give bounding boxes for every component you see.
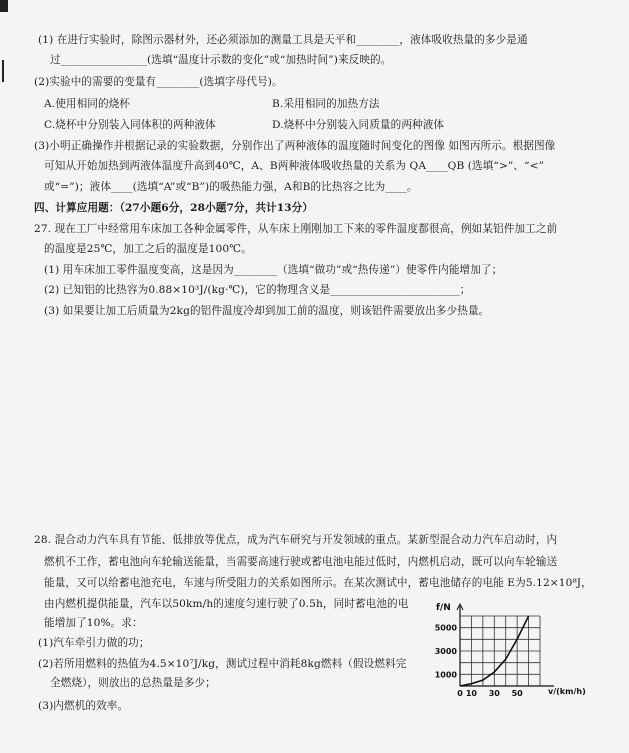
q26-part3-line1: (3)小明正确操作并根据记录的实验数据，分别作出了两种液体的温度随时间变化的图像 如图丙所示。根据图像	[34, 140, 556, 152]
q26-part3-line3: 或“=”)；液体____(选填“A”或“B”)的吸热能力强，A和B的比热容之比为____。	[44, 181, 418, 193]
scan-edge-stroke	[2, 60, 4, 82]
q28-stem-line3: 能量，又可以给蓄电池充电，车速与所受阻力的关系如图所示。在某次测试中，蓄电池储存的电能 E为5.12×10⁸J，	[44, 577, 592, 589]
q26-part3-line2: 可知从开始加热到两液体温度升高到40℃，A、B两种液体吸收热量的关系为 QA____QB (选填“>”、“<”	[44, 160, 545, 172]
q28-part1: (1)汽车牵引力做的功；	[38, 637, 150, 649]
scan-edge-mark	[0, 0, 8, 12]
q28-stem-line2: 燃机不工作，蓄电池向车轮输送能量，当需要高速行驶或蓄电池电能过低时，内燃机启动，既可以向车轮输送	[44, 556, 558, 568]
q26-option-a: A.使用相同的烧杯	[44, 98, 131, 110]
x-tick-label: 0	[457, 689, 463, 698]
x-tick-label: 50	[511, 689, 523, 698]
q26-option-d: D.烧杯中分别装入同质量的两种液体	[272, 119, 445, 131]
chart-y-label: f/N	[436, 603, 451, 613]
q27-stem-line1: 27. 现在工厂中经常用车床加工各种金属零件，从车床上刚刚加工下来的零件温度都很高，例如某铝件加工之前	[34, 223, 558, 235]
q28-stem-line1: 28. 混合动力汽车具有节能、低排放等优点，成为汽车研究与开发领域的重点。某新型混合动力汽车启动时，内	[34, 534, 558, 546]
q27-part1: (1) 用车床加工零件温度变高，这是因为________（选填“做功”或“热传递”）使零件内能增加了；	[44, 264, 503, 276]
q26-option-b: B.采用相同的加热方法	[272, 98, 380, 110]
q28-part3: (3)内燃机的效率。	[38, 700, 129, 712]
chart-ticks	[435, 624, 523, 698]
q28-stem-line4: 由内燃机提供能量，汽车以50km/h的速度匀速行驶了0.5h，同时蓄电池的电	[44, 598, 409, 610]
y-tick-label: 1000	[434, 670, 457, 680]
q28-part2-line2: 全燃烧），则放出的总热量是多少；	[50, 677, 216, 689]
q28-part2-line1: (2)若所用燃料的热值为4.5×10⁷J/kg，测试过程中消耗8kg燃料（假设燃料完	[38, 658, 407, 670]
q26-part1-line1: (1) 在进行实验时，除图示器材外，还必须添加的测量工具是天平和________，液体吸收热量的多少是通	[38, 34, 528, 46]
y-tick-label: 3000	[434, 647, 457, 656]
section-title: 四、计算应用题：（27小题6分，28小题7分，共计13分）	[34, 202, 314, 214]
q27-stem-line2: 的温度是25℃，加工之后的温度是100℃。	[44, 243, 252, 255]
q26-part2: (2)实验中的需要的变量有________(选填字母代号)。	[34, 76, 283, 88]
q27-part2: (2) 已知铝的比热容为0.88×10³J/(kg·℃)，它的物理含义是________________________；	[44, 284, 471, 296]
chart-x-label: v/(km/h)	[548, 687, 586, 696]
q26-part1-line2: 过________________(选填“温度计示数的变化”或“加热时间”)来反映的。	[50, 54, 392, 66]
chart-grid	[460, 616, 540, 686]
x-tick-label: 30	[488, 689, 500, 698]
q28-stem-line5: 能增加了10%。求：	[44, 617, 143, 629]
y-tick-label: 5000	[434, 623, 457, 633]
x-tick-label: 10	[465, 689, 477, 698]
q27-part3: (3) 如果要让加工后质量为2kg的铝件温度冷却到加工前的温度，则该铝件需要放出多少热量。	[44, 305, 490, 317]
q26-option-c: C.烧杯中分别装入同体积的两种液体	[44, 119, 216, 131]
resistance-speed-chart	[426, 598, 610, 716]
